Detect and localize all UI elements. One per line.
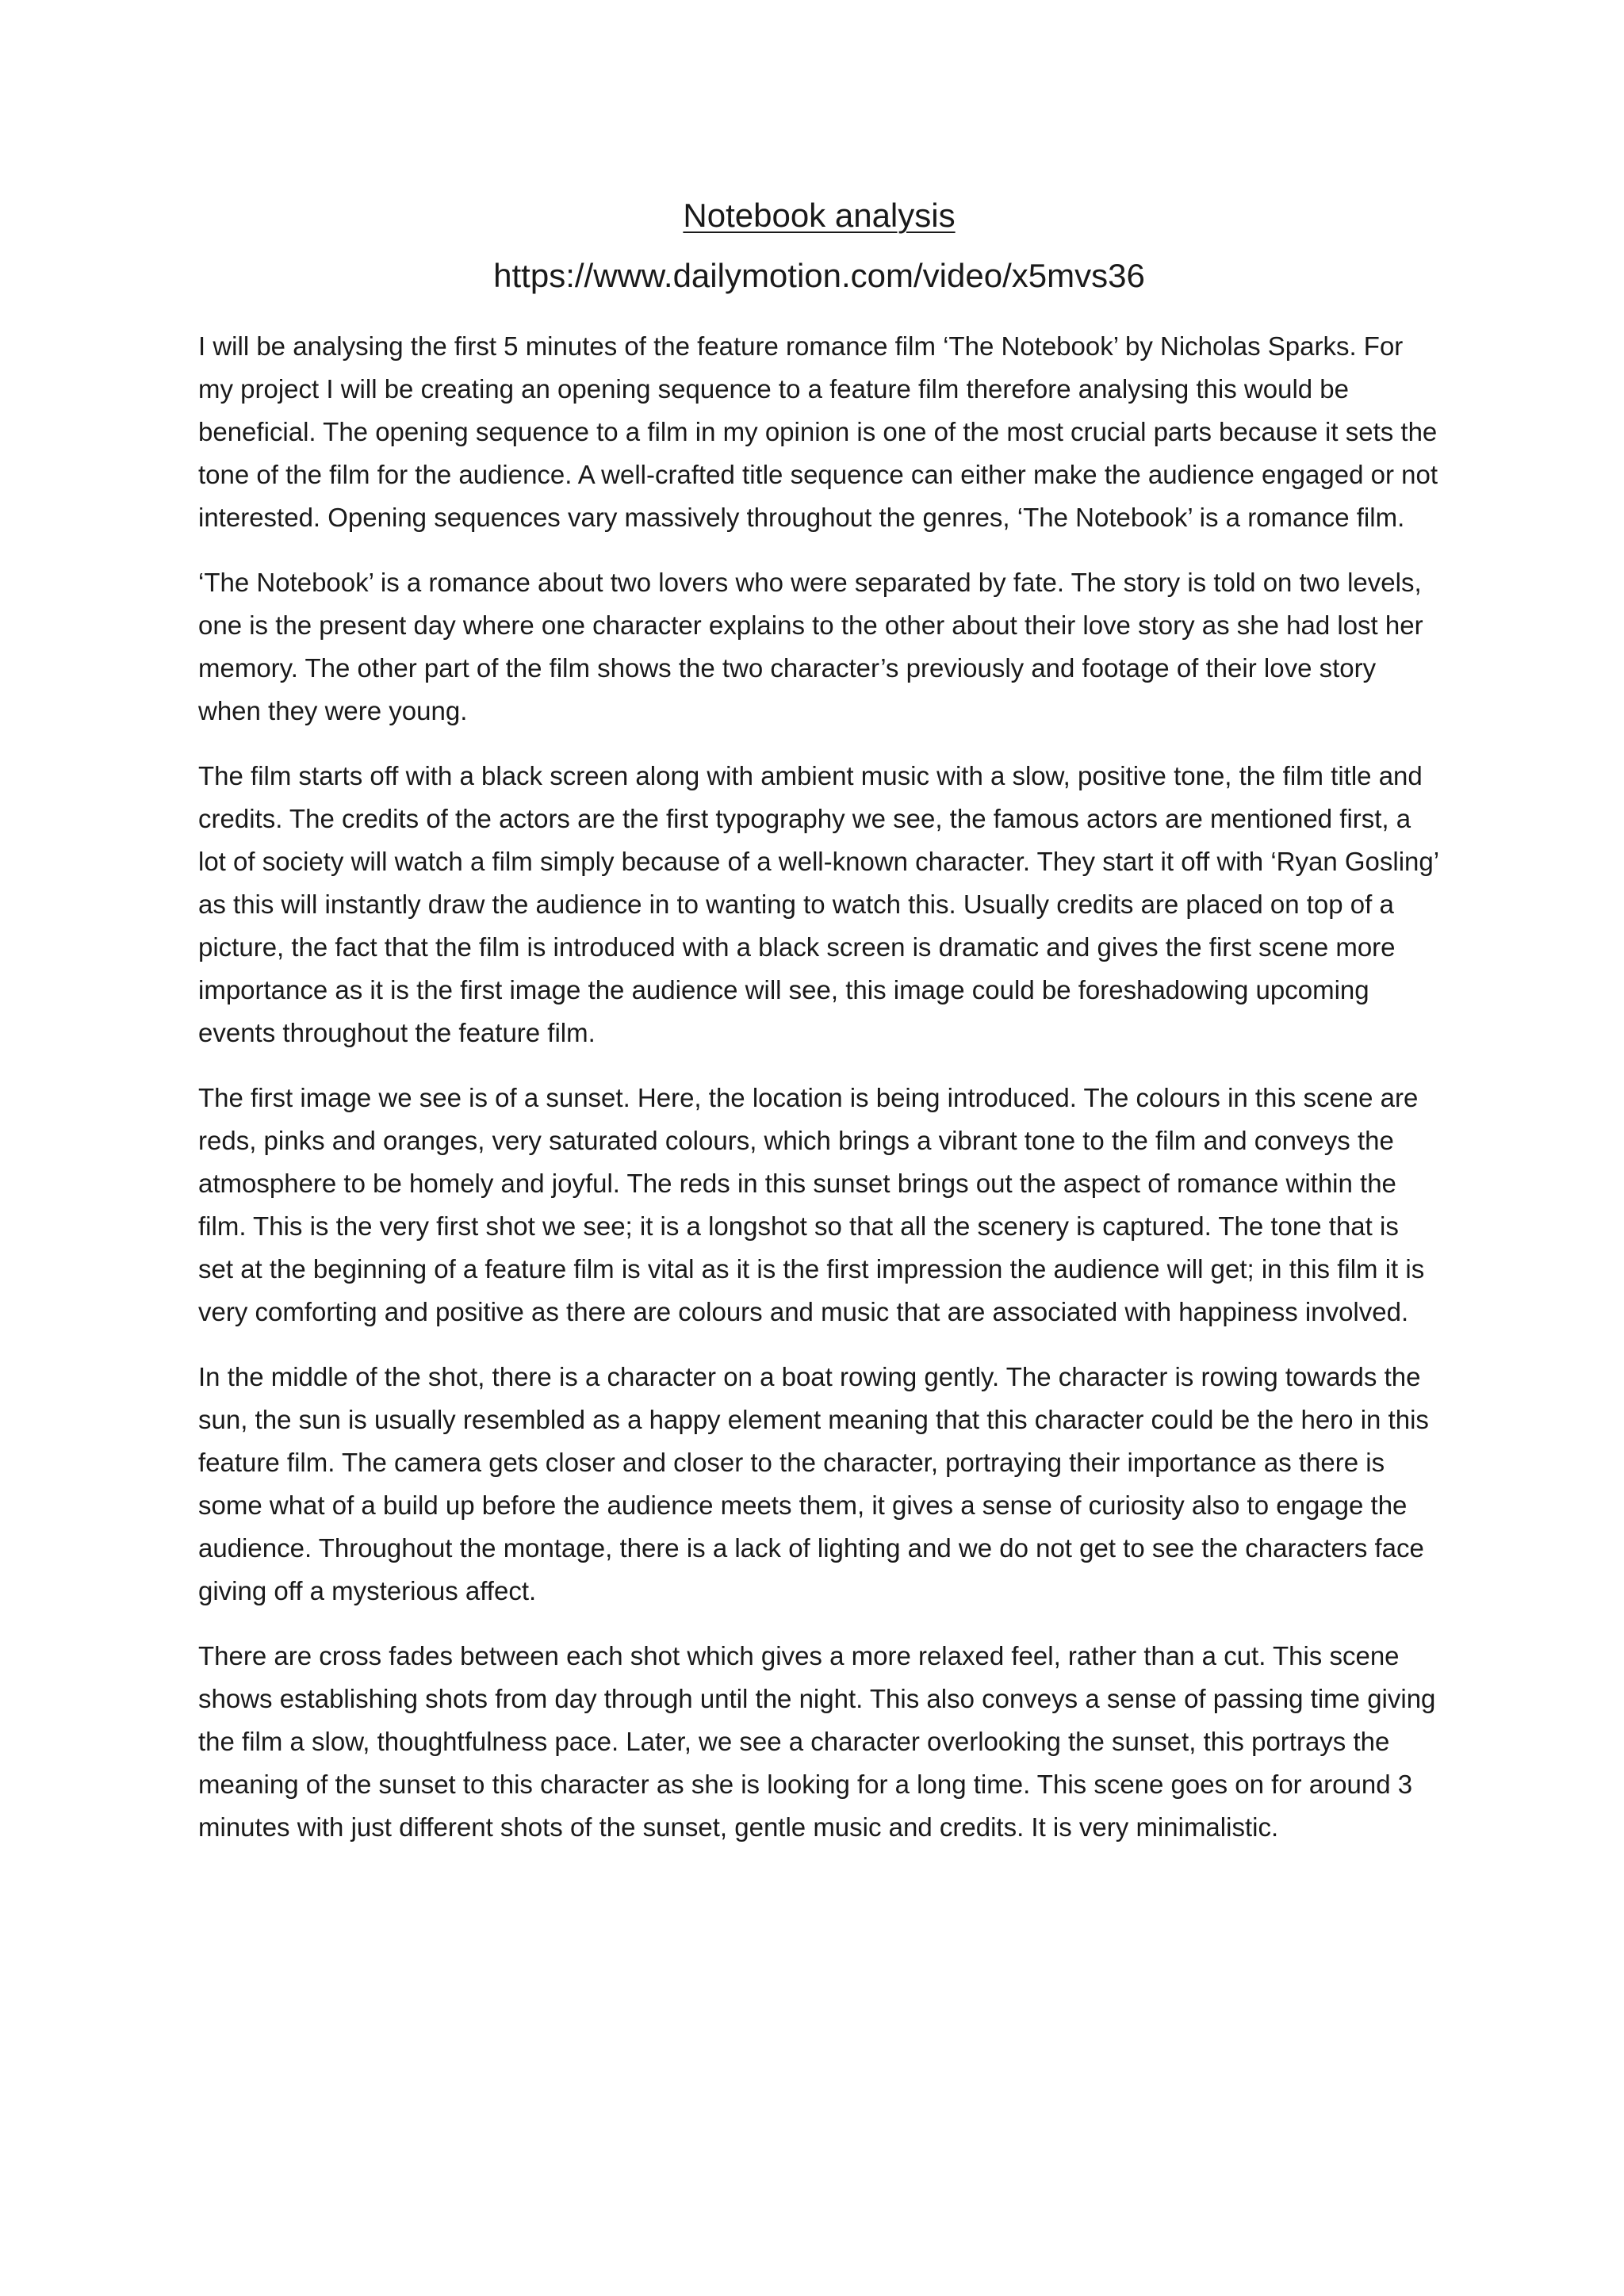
paragraph-boat-character: In the middle of the shot, there is a character on a boat rowing gently. The character is rowing towards the sun, the sun is usually resembled as a happy element meaning that this character could be the hero in this feature film. The camera gets closer and closer to the character, portraying their importance as there is some what of a build up before the audience meets them, it gives a sense of curiosity also to engage the audience. Throughout the montage, there is a lack of lighting and we do not get to see the characters face giving off a mysterious affect. <box>198 1362 1429 1605</box>
document-title: Notebook analysis <box>683 197 956 234</box>
paragraph-cross-fades: There are cross fades between each shot which gives a more relaxed feel, rather than a cut. This scene shows establishing shots from day through until the night. This also conveys a sense of passing time giving the film a slow, thoughtfulness pace. Later, we see a character overlooking the sunset, this portrays the meaning of the sunset to this character as she is looking for a long time. This scene goes on for around 3 minutes with just different shots of the sunset, gentle music and credits. It is very minimalistic. <box>198 1641 1436 1842</box>
paragraph-intro: I will be analysing the first 5 minutes of the feature romance film ‘The Notebook’ by Nicholas Sparks. For my project I will be creating an opening sequence to a feature film therefore analysing this would be beneficial. The opening sequence to a film in my opinion is one of the most crucial parts because it sets the tone of the film for the audience. A well-crafted title sequence can either make the audience engaged or not interested. Opening sequences vary massively throughout the genres, ‘The Notebook’ is a romance film. <box>198 331 1438 532</box>
paragraph-sunset: The first image we see is of a sunset. Here, the location is being introduced. The colours in this scene are reds, pinks and oranges, very saturated colours, which brings a vibrant tone to the film and conveys the atmosphere to be homely and joyful. The reds in this sunset brings out the aspect of romance within the film. This is the very first shot we see; it is a longshot so that all the scenery is captured. The tone that is set at the beginning of a feature film is vital as it is the first impression the audience will get; in this film it is very comforting and positive as there are colours and music that are associated with happiness involved. <box>198 1083 1425 1326</box>
paragraph-opening-credits: The film starts off with a black screen along with ambient music with a slow, positive tone, the film title and credits. The credits of the actors are the first typography we see, the famous actors are mentioned first, a lot of society will watch a film simply because of a well-known character. They start it off with ‘Ryan Gosling’ as this will instantly draw the audience in to wanting to watch this. Usually credits are placed on top of a picture, the fact that the film is introduced with a black screen is dramatic and gives the first scene more importance as it is the first image the audience will see, this image could be foreshadowing upcoming events throughout the feature film. <box>198 761 1438 1047</box>
paragraph-synopsis: ‘The Notebook’ is a romance about two lovers who were separated by fate. The story is told on two levels, one is the present day where one character explains to the other about their love story as she had lost her memory. The other part of the film shows the two character’s previously and footage of their love story when they were young. <box>198 568 1423 725</box>
video-url: https://www.dailymotion.com/video/x5mvs36 <box>493 257 1145 294</box>
